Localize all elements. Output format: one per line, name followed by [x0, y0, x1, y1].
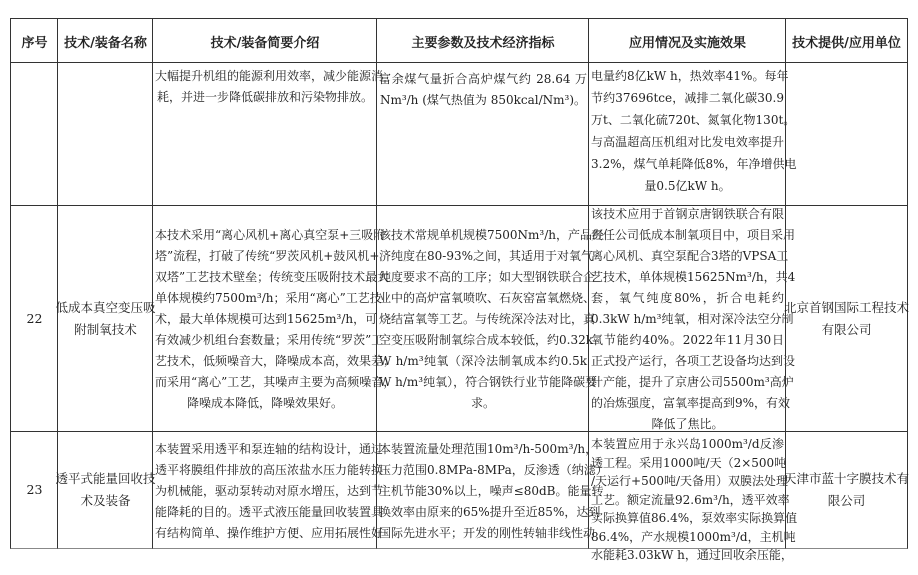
application-effect-line: 与高温超高压机组对比发电效率提升 — [591, 135, 784, 149]
tech-intro-line: 降噪成本降低，降噪效果好。 — [186, 395, 343, 410]
application-effect-line: 节约37696tce，减排二氧化碳30.9 — [591, 91, 784, 105]
main-params — [376, 431, 608, 549]
provider-unit — [785, 205, 908, 432]
tech-name — [55, 431, 156, 549]
application-effect-line: 量0.5亿kW h。 — [644, 179, 731, 193]
header-label: 主要参数及技术经济指标 — [411, 35, 555, 51]
main-params — [376, 62, 589, 206]
application-effect-line: 水能耗3.03kW h，通过回收余压能， — [591, 548, 793, 562]
tech-intro-line: 塔”流程，打破了传统“罗茨风机+鼓风机+ — [155, 248, 380, 263]
application-effect-line: 86.4%，产水规模1000m³/d，主机吨 — [591, 529, 796, 544]
tech-name-line: 术及装备 — [80, 493, 131, 508]
serial-number — [10, 431, 58, 549]
application-effect-line: /天运行+500吨/天备用）双膜法处理 — [591, 474, 789, 488]
main-params-line: W h/m³纯氧），符合钢铁行业节能降碳要 — [379, 374, 598, 389]
header-label: 技术/装备简要介绍 — [210, 35, 320, 51]
tech-intro-line: 本装置采用透平和泵连轴的结构设计，通过 — [155, 442, 384, 456]
provider-unit — [785, 62, 908, 206]
tech-intro-line: 能降耗的目的。透平式液压能量回收装置具 — [155, 505, 384, 519]
main-params-line: 业中的高炉富氧喷吹、石灰窑富氧燃烧、 — [379, 290, 596, 305]
serial-number — [10, 62, 58, 206]
technology-table — [10, 18, 910, 562]
provider-unit-line: 天津市蓝十字膜技术有 — [784, 471, 910, 486]
header-label: 应用情况及实施效果 — [628, 35, 746, 51]
application-effect-line: 工艺。额定流量92.6m³/h，透平效率 — [591, 492, 790, 507]
main-params-line: 空变压吸附制氧综合成本较低，约0.32k — [379, 332, 593, 347]
tech-intro-line: 透平将膜组件排放的高压浓盐水压力能转换 — [155, 463, 384, 477]
tech-intro-line: 为机械能，驱动泵转动对原水增压，达到节 — [155, 484, 384, 498]
application-effect — [588, 205, 796, 432]
tech-intro-line: 耗，并进一步降低碳排放和污染物排放。 — [156, 90, 373, 104]
application-effect-line: 离心风机、真空泵配合3塔的VPSA工 — [591, 248, 789, 263]
main-params-line: 换效率由原来的65%提升至近85%，达到 — [379, 505, 601, 519]
tech-name — [55, 205, 156, 432]
provider-unit — [785, 431, 908, 549]
tech-intro — [152, 431, 384, 549]
main-params-line: 主机节能30%以上，噪声≤80dB。能量转 — [379, 484, 604, 498]
main-params-line: 烧结富氧等工艺。与传统深冷法对比，真 — [379, 311, 596, 326]
tech-intro-line: 大幅提升机组的能源利用效率，减少能源消 — [155, 69, 384, 83]
header-provider-unit — [785, 18, 908, 63]
application-effect-line: 万t、二氧化硫720t、氮氧化物130t。 — [591, 113, 796, 127]
serial-number-text: 23 — [26, 482, 43, 497]
tech-intro — [152, 205, 396, 432]
tech-intro-line: 有结构简单、操作维护方便、应用拓展性好 — [155, 526, 384, 540]
main-params-line: 国际先进水平；开发的刚性转轴非线性动 — [379, 526, 596, 540]
application-effect-line: 0.3kW h/m³纯氧，相对深冷法空分制 — [591, 311, 794, 326]
application-effect-line: 计产能，提升了京唐公司5500m³高炉 — [591, 374, 794, 389]
main-params-line: 富余煤气量折合高炉煤气约 28.64 万 — [379, 72, 587, 86]
application-effect-line: 本装置应用于永兴岛1000m³/d反渗 — [591, 437, 784, 451]
tech-intro-line: 而采用“离心”工艺，其噪声主要为高频噪音， — [155, 374, 396, 389]
header-serial-number — [10, 18, 58, 63]
tech-name-line: 低成本真空变压吸 — [55, 300, 156, 315]
main-params — [376, 205, 605, 432]
provider-unit-line: 有限公司 — [821, 322, 872, 337]
main-params-line: 本装置流量处理范围10m³/h-500m³/h， — [379, 442, 598, 456]
header-main-params — [376, 18, 589, 63]
main-params-line: Nm³/h (煤气热值为 850kcal/Nm³)。 — [379, 93, 587, 107]
main-params-line: 该技术常规单机规模7500Nm³/h，产品经 — [379, 227, 605, 242]
application-effect-line: 3.2%，煤气单耗降低8%，年净增供电 — [591, 157, 797, 171]
provider-unit-line: 北京首钢国际工程技术 — [784, 300, 910, 315]
main-params-line: 求。 — [470, 395, 495, 410]
tech-intro-line: 有效减少机组台套数量；采用传统“罗茨”工 — [155, 332, 384, 347]
application-effect-line: 责任公司低成本制氧项目中，项目采用 — [591, 227, 796, 242]
tech-intro-line: 艺技术，低频噪音大，降噪成本高，效果差； — [155, 353, 396, 368]
tech-name-line: 透平式能量回收技 — [55, 471, 156, 486]
application-effect-line: 氧节能约40%。2022年11月30日 — [591, 332, 784, 347]
header-label: 技术提供/应用单位 — [792, 35, 901, 51]
serial-number — [10, 205, 58, 432]
header-application-effect — [588, 18, 786, 63]
main-params-line: 压力范围0.8MPa-8MPa，反渗透（纳滤） — [379, 463, 608, 477]
tech-name-line: 附制氧技术 — [74, 322, 137, 337]
application-effect-line: 电量约8亿kW h，热效率41%。每年 — [591, 69, 789, 83]
main-params-line: 纯度要求不高的工序；如大型钢铁联合企 — [379, 269, 596, 284]
tech-intro — [152, 62, 384, 206]
application-effect-line: 降低了焦比。 — [651, 416, 724, 431]
tech-intro-line: 本技术采用“离心风机+离心真空泵+三吸附 — [155, 227, 386, 242]
serial-number-text: 22 — [26, 311, 43, 326]
application-effect-line: 套，氧气纯度80%，折合电耗约 — [591, 290, 784, 305]
header-tech-name — [57, 18, 153, 63]
header-label: 序号 — [21, 35, 48, 51]
application-effect-line: 实际换算值86.4%，泵效率实际换算值 — [591, 511, 798, 525]
application-effect-line: 正式投产运行，各项工艺设备均达到设 — [591, 353, 796, 368]
tech-intro-line: 双塔”工艺技术壁垒；传统变压吸附技术最大 — [155, 269, 390, 284]
main-params-line: W h/m³纯氧（深冷法制氧成本约0.5k — [379, 353, 587, 368]
application-effect-line: 艺技术，单体规模15625Nm³/h，共4 — [591, 269, 796, 284]
application-effect — [588, 431, 798, 562]
application-effect-line: 该技术应用于首钢京唐钢铁联合有限 — [591, 206, 784, 221]
tech-intro-line: 单体规模约7500m³/h；采用“离心”工艺技 — [155, 290, 382, 305]
provider-unit-line: 限公司 — [827, 493, 866, 508]
main-params-line: 济纯度在80-93%之间，其适用于对氧气 — [379, 248, 593, 263]
header-label: 技术/装备名称 — [64, 35, 147, 51]
application-effect-line: 的冶炼强度，富氧率提高到9%，有效 — [591, 395, 791, 410]
tech-name — [57, 62, 153, 206]
tech-intro-line: 术，最大单体规模可达到15625m³/h，可 — [155, 311, 378, 326]
application-effect-line: 透工程。采用1000吨/天（2×500吨 — [591, 455, 787, 470]
header-tech-intro — [152, 18, 377, 63]
application-effect — [588, 62, 797, 206]
